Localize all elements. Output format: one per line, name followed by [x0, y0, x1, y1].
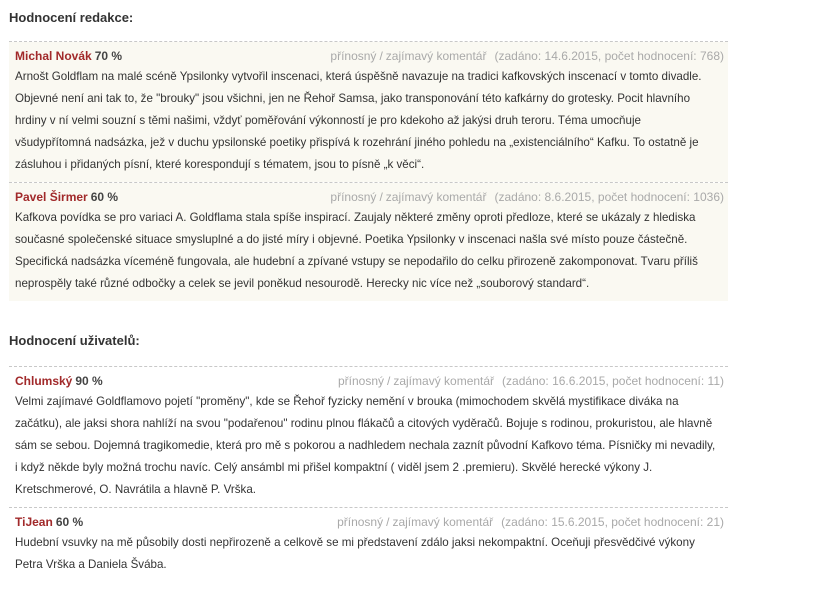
review-text: Kafkova povídka se pro variaci A. Goldflama stala spíše inspirací. Zaujaly některé změny oproti předloze, které se ukázaly z hlediska současné společenské situace smysluplné a do jisté míry i objevné. Poetika Ypsilonky v inscenaci našla své místo pouze částečně. Specifická nadsázka víceméně fungovala, ale hudební a zpívané vstupy se nepodařilo do celku přirozeně zakomponovat. Tvaru příliš neprospěly také různé odbočky a celek se jevil poněkud nesourodě. Herecky nic více než „souborový standard“.: [15, 211, 698, 290]
review-author-block: [15, 47, 122, 66]
vote-separator: /: [386, 515, 390, 529]
review-author-block: [15, 188, 118, 207]
review-item: [9, 183, 728, 301]
review-header: [15, 372, 724, 391]
editors-heading: Hodnocení redakce:: [9, 10, 134, 25]
review-info: (zadáno: 14.6.2015, počet hodnocení: 768): [494, 49, 724, 63]
review-text: Velmi zajímavé Goldflamovo pojetí "proměny", kde se Řehoř fyzicky nemění v brouka (mimochodem skvělá mystifikace diváka na začátku), ale jaksi shora nahlíží na svou "podařenou" rodinu plnou flákačů a citových vyděračů. Bojuje s rodinou, prokuristou, ale hlavně sám se sebou. Dojemná tragikomedie, která pro mě s pokorou a nadhledem nechala zaznít původní Kafkovo téma. Písničky mi nevadily, i když někde byly možná trochu navíc. Celý ansámbl mi přišel kompaktní ( viděl jsem 2 .premieru). Skvělé herecké výkony J. Kretschmerové, O. Navrátila a hlavně P. Vrška.: [15, 395, 716, 496]
vote-useful-link[interactable]: přínosný: [337, 515, 384, 529]
vote-separator: /: [379, 49, 383, 63]
review-info: (zadáno: 15.6.2015, počet hodnocení: 21): [501, 515, 724, 529]
review-item: [9, 367, 728, 507]
review-meta: [330, 47, 724, 66]
review-rating: 70 %: [94, 49, 123, 63]
review-item: [9, 42, 728, 182]
review-header: [15, 47, 724, 66]
review-text: Hudební vsuvky na mě působily dosti nepřirozeně a celkově se mi představení zdálo jaksi nekompaktní. Oceňuji přesvědčivé výkony Petra Vrška a Daniela Švába.: [15, 536, 695, 571]
vote-useful-link[interactable]: přínosný: [337, 374, 384, 388]
vote-useful-link[interactable]: přínosný: [330, 49, 377, 63]
review-author-link[interactable]: TiJean: [15, 515, 53, 529]
review-info: (zadáno: 16.6.2015, počet hodnocení: 11): [502, 374, 724, 388]
review-meta: [337, 513, 724, 532]
review-author-link[interactable]: Michal Novák: [15, 49, 92, 63]
review-author-link[interactable]: Pavel Širmer: [15, 190, 88, 204]
review-author-link[interactable]: Chlumský: [15, 374, 73, 388]
review-info: (zadáno: 8.6.2015, počet hodnocení: 1036): [494, 190, 724, 204]
review-rating: 90 %: [75, 374, 103, 388]
review-text: Arnošt Goldflam na malé scéně Ypsilonky vytvořil inscenaci, která úspěšně navazuje na tradici kafkovských inscenací v tomto divadle. Objevné není ani tak to, že "brouky" jsou všichni, jen ne Řehoř Samsa, jako transponování této kafkárny do grotesky. Pocit hlavního hrdiny v ní velmi souzní s těmi našimi, vždyť poměřování výkonností je pro kdekoho až jakýsi druh teroru. Téma umocňuje všudypřítomná nadsázka, jež v duchu ypsilonské poetiky přispívá k rozehrání jiného pohledu na „existenciálního“ Kafku. To ostatně je zásluhou i přidaných písní, které korespondují s tématem, jsou to písně „k věci“.: [15, 70, 702, 171]
vote-interesting-link[interactable]: zajímavý komentář: [385, 49, 487, 63]
vote-separator: /: [379, 190, 383, 204]
vote-interesting-link[interactable]: zajímavý komentář: [385, 190, 487, 204]
review-item: [9, 508, 728, 582]
users-heading: Hodnocení uživatelů:: [9, 333, 140, 348]
review-header: [15, 188, 724, 207]
review-header: [15, 513, 724, 532]
review-author-block: [15, 372, 103, 391]
vote-separator: /: [387, 374, 391, 388]
users-section: [9, 333, 728, 582]
review-rating: 60 %: [90, 190, 119, 204]
vote-interesting-link[interactable]: zajímavý komentář: [393, 374, 495, 388]
review-meta: [330, 188, 724, 207]
editors-section: [9, 10, 728, 301]
vote-useful-link[interactable]: přínosný: [330, 190, 377, 204]
review-author-block: [15, 513, 83, 532]
review-meta: [338, 372, 724, 391]
review-rating: 60 %: [55, 515, 84, 529]
vote-interesting-link[interactable]: zajímavý komentář: [392, 515, 494, 529]
